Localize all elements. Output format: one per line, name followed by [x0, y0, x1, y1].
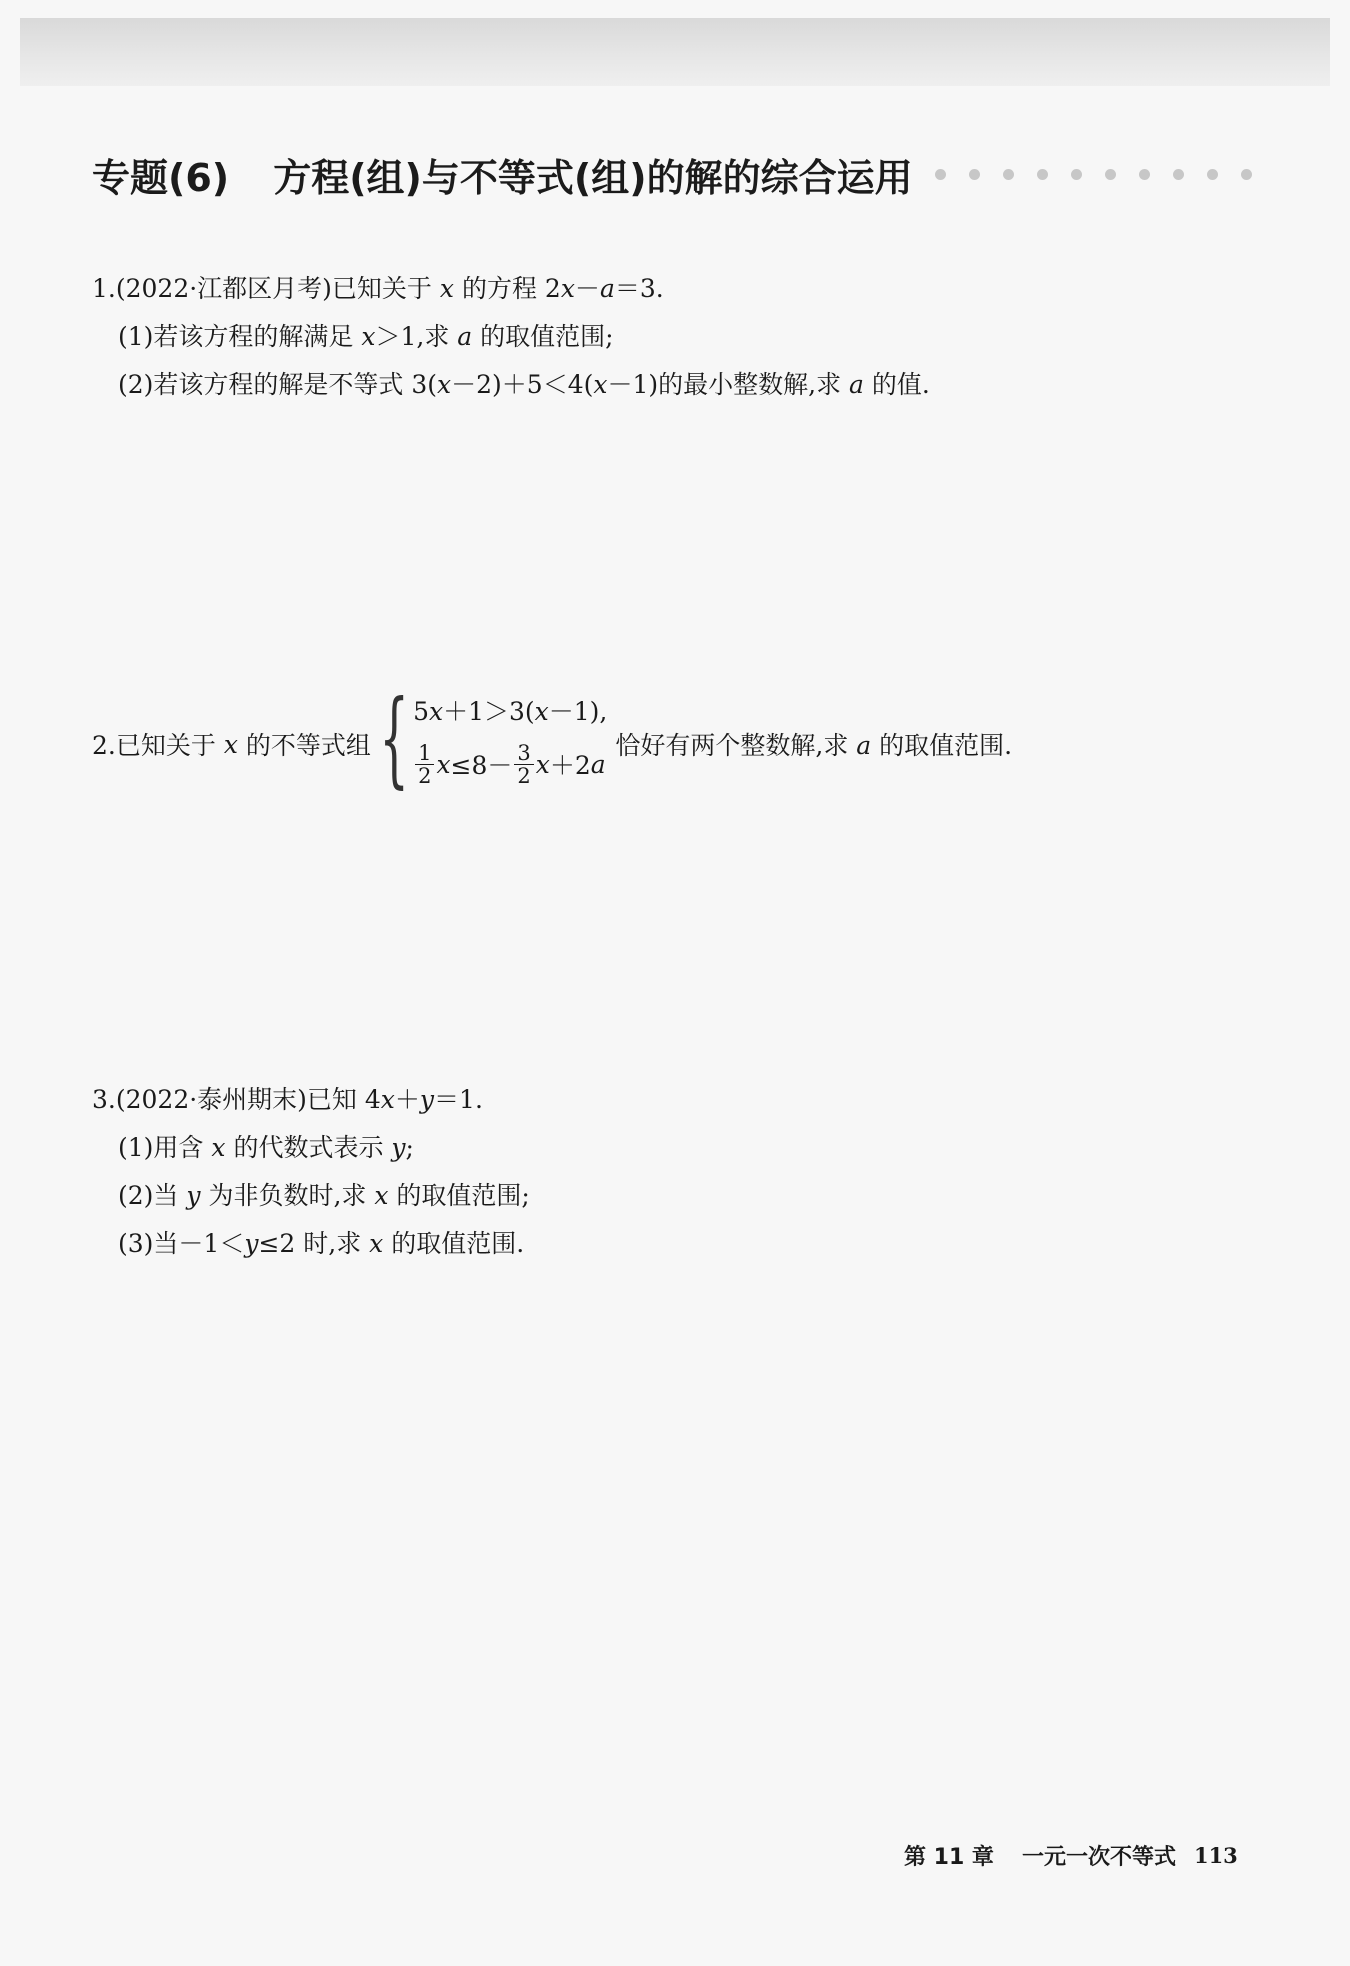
inequality-1: 5x＋1＞3(x－1),: [413, 697, 608, 726]
inequality-system: [373, 677, 608, 799]
question-3-part-2: (2)当 y 为非负数时,求 x 的取值范围;: [118, 1181, 530, 1210]
title-decorative-dots: [935, 169, 1252, 180]
question-1-stem: 1.(2022·江都区月考)已知关于 x 的方程 2x－a＝3.: [92, 274, 664, 303]
scan-top-band: [20, 18, 1330, 86]
topic-title: 方程(组)与不等式(组)的解的综合运用: [273, 155, 913, 200]
question-3-part-1: (1)用含 x 的代数式表示 y;: [118, 1133, 414, 1162]
left-brace: {: [379, 677, 409, 799]
question-3-part-3: (3)当－1＜y≤2 时,求 x 的取值范围.: [118, 1229, 525, 1258]
question-2: 2.已知关于 x 的不等式组 { 5x＋1＞3(x－1), $\frac{1}{2}$ x ≤8－ $\frac{3}{2}$ x ＋2 a 恰好有两个整数解,求 a 的取值范围.: [92, 677, 1013, 799]
question-1-part-2: (2)若该方程的解是不等式 3(x－2)＋5＜4(x－1)的最小整数解,求 a 的值.: [118, 370, 930, 399]
inequality-2: $\frac{1}{2}$ x ≤8－ $\frac{3}{2}$ x ＋2 a: [413, 732, 607, 796]
topic-number: 专题(6): [92, 155, 230, 200]
page-number: 113: [1193, 1842, 1238, 1868]
fraction-three-halves: $\frac{3}{2}$: [514, 742, 533, 787]
page-footer: [904, 1838, 1238, 1872]
topic-title-row: [92, 144, 1332, 204]
chapter-label: 第 11 章: [904, 1844, 994, 1870]
question-1-part-1: (1)若该方程的解满足 x＞1,求 a 的取值范围;: [118, 322, 614, 351]
question-2-tail: 恰好有两个整数解,求 a 的取值范围.: [615, 731, 1013, 760]
fraction-one-half: $\frac{1}{2}$: [415, 742, 434, 787]
chapter-title: 一元一次不等式: [1021, 1844, 1176, 1870]
question-3-stem: 3.(2022·泰州期末)已知 4x＋y＝1.: [92, 1085, 483, 1114]
